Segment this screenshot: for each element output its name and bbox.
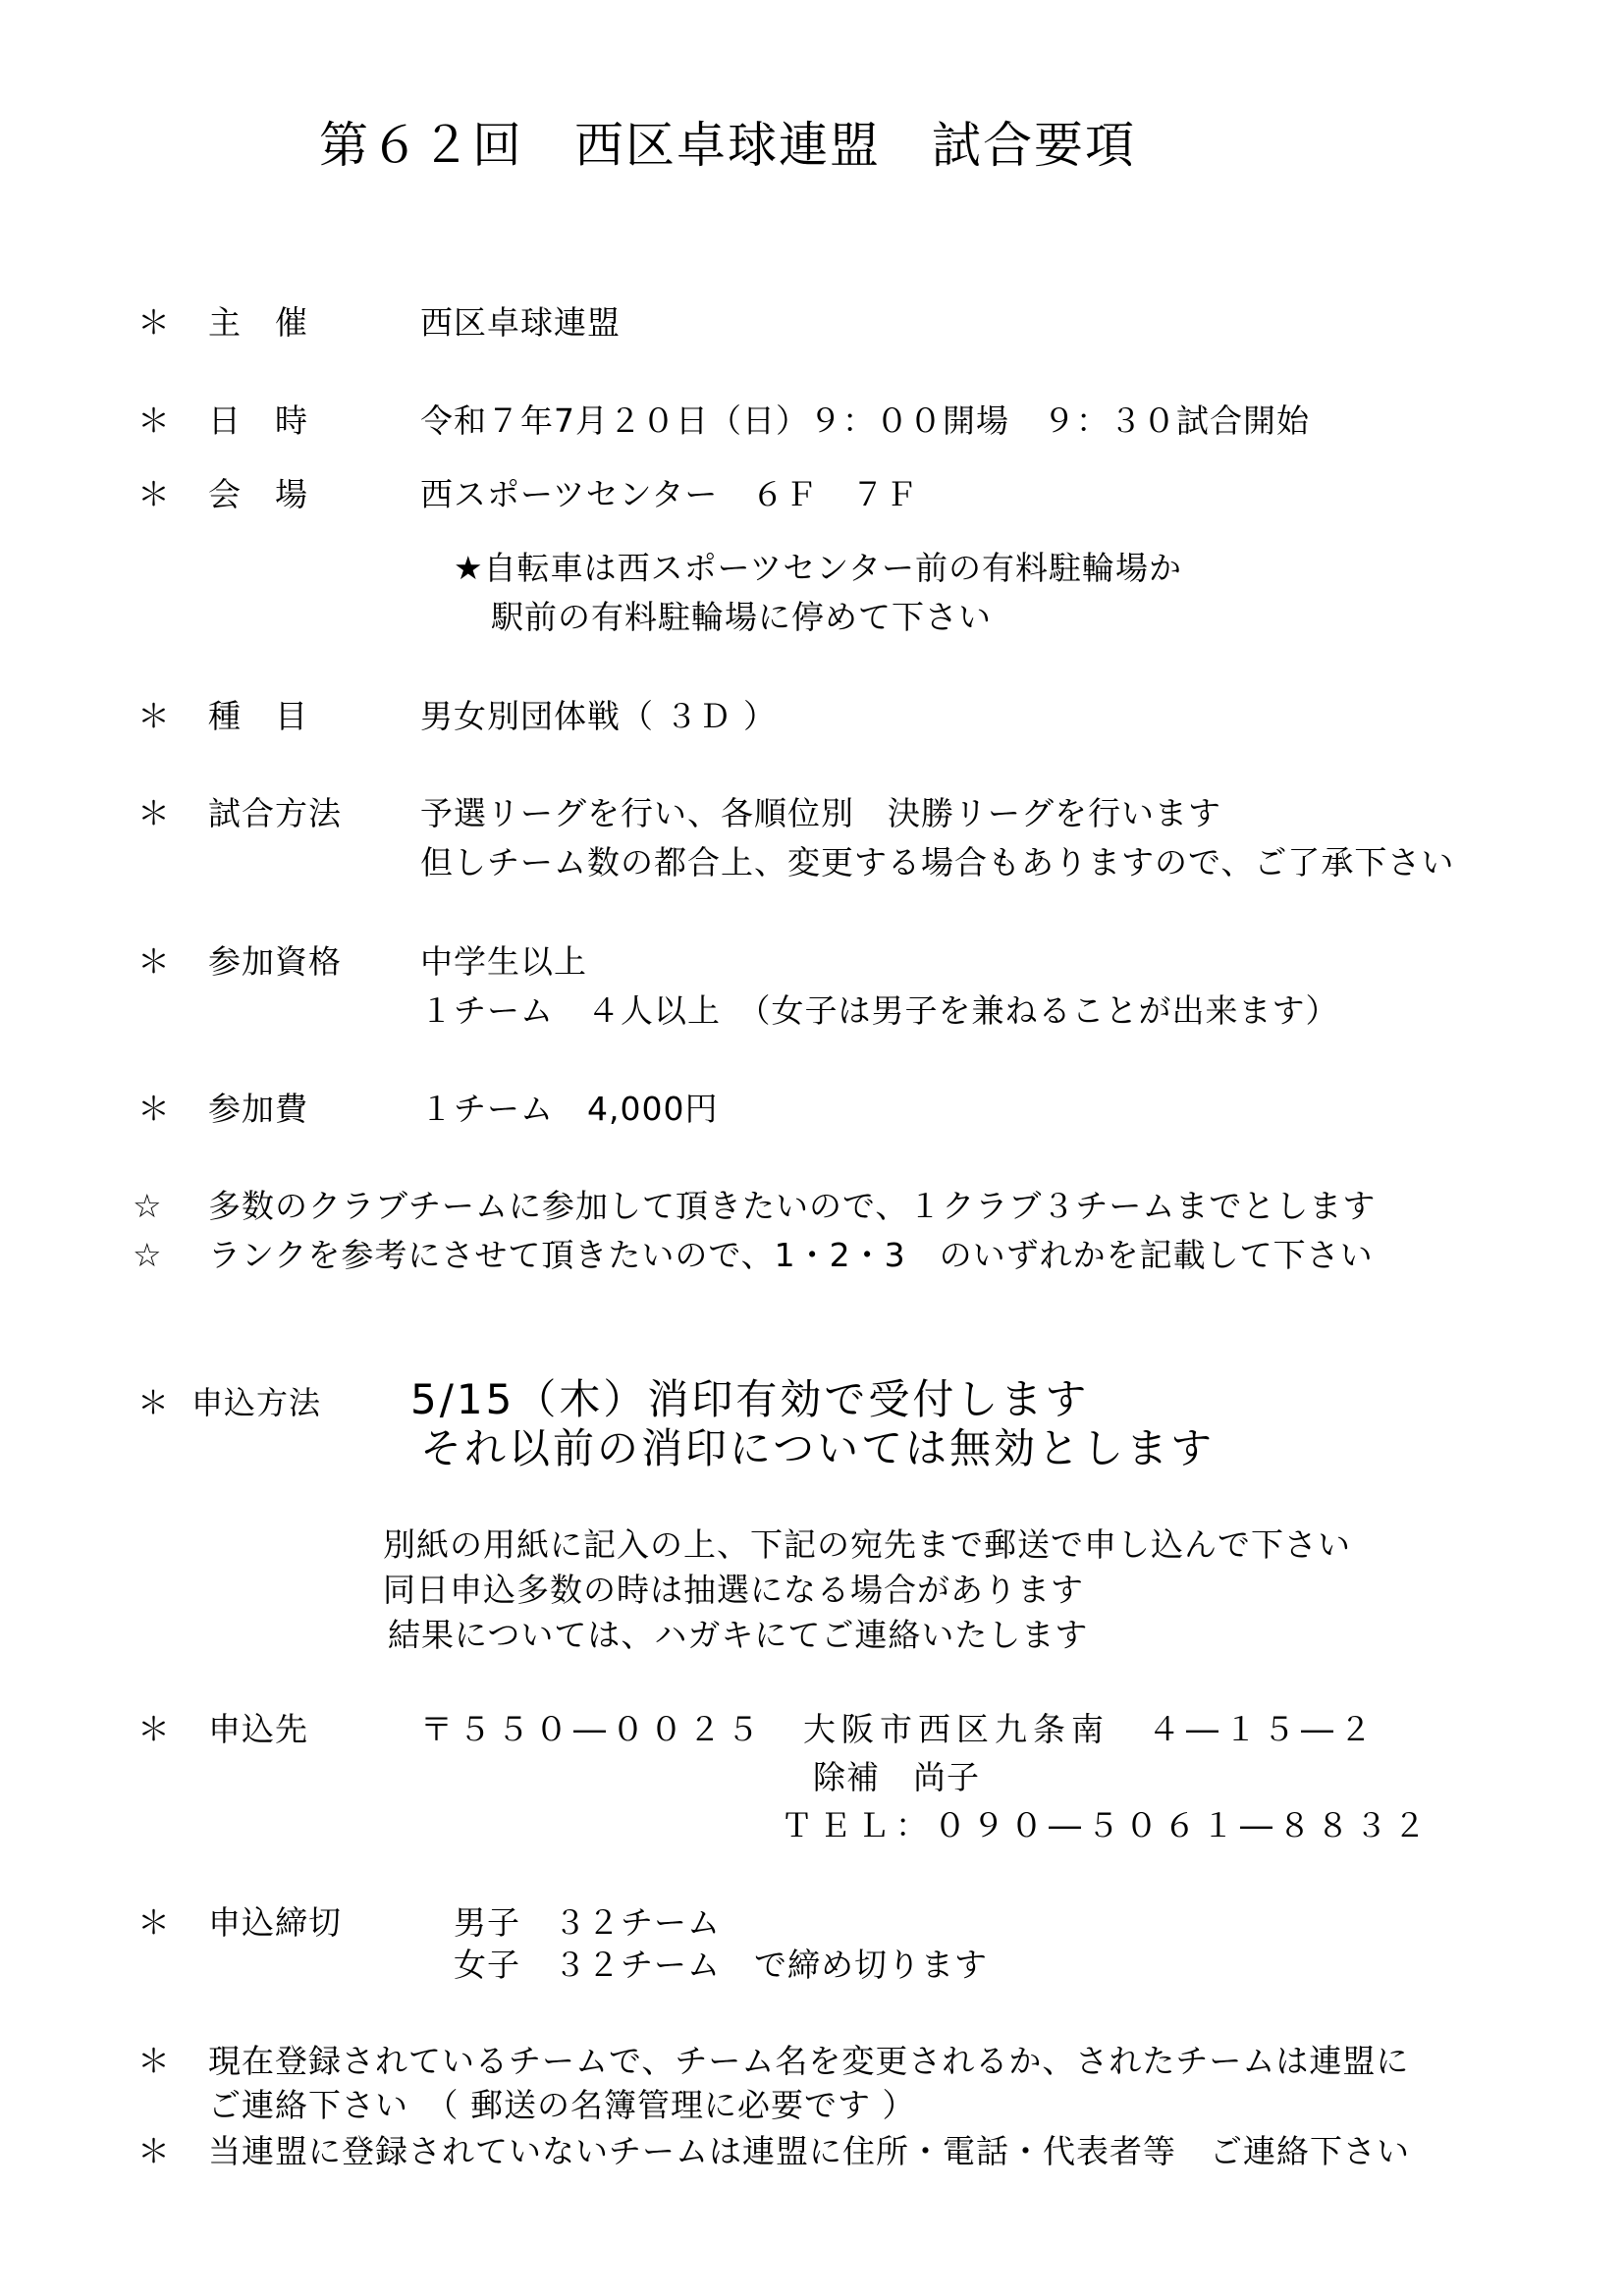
page-title: 第６２回 西区卓球連盟 試合要項 [319,117,1136,174]
fee-value: １チーム 4,000円 [420,1090,719,1128]
event-label: 種 目 [208,697,308,735]
footer-note-1-line-2: ご連絡下さい （ 郵送の名簿管理に必要です ） [208,2086,916,2124]
footer-note-2-bullet: ＊ [137,2132,171,2170]
eligibility-line-1: 中学生以上 [420,942,587,981]
organizer-label: 主 催 [208,303,308,342]
destination-address: 〒５５０―００２５ 大阪市西区九条南 ４―１５―２ [420,1710,1378,1748]
eligibility-bullet: ＊ [137,942,171,981]
deadline-bullet: ＊ [137,1903,171,1942]
deadline-line-women: 女子 ３２チーム で締め切ります [454,1946,988,1984]
event-bullet: ＊ [137,697,171,735]
star-note-1-text: 多数のクラブチームに参加して頂きたいので、１クラブ３チームまでとします [208,1187,1377,1225]
star-note-2-text: ランクを参考にさせて頂きたいので、1・2・3 のいずれかを記載して下さい [208,1236,1374,1274]
datetime-bullet: ＊ [137,401,171,440]
event-value: 男女別団体戦（ ３Ｄ ） [420,697,777,735]
venue-value: 西スポーツセンター ６Ｆ ７Ｆ [420,475,919,513]
star-note-1-bullet: ☆ [133,1187,163,1225]
venue-note-bicycle: ★自転車は西スポーツセンター前の有料駐輪場か [454,549,1182,587]
datetime-label: 日 時 [208,401,308,440]
eligibility-line-2: １チーム ４人以上 （女子は男子を兼ねることが出来ます） [420,991,1339,1030]
eligibility-label: 参加資格 [208,942,342,981]
organizer-bullet: ＊ [137,303,171,342]
venue-label: 会 場 [208,475,308,513]
destination-name: 除補 尚子 [813,1758,980,1796]
application-headline-1: 5/15（木）消印有効で受付します [410,1375,1090,1423]
footer-note-1-line-1: 現在登録されているチームで、チーム名を変更されるか、されたチームは連盟に [208,2042,1410,2080]
application-bullet: ＊ [137,1384,171,1421]
star-note-2-bullet: ☆ [133,1236,163,1274]
deadline-label: 申込締切 [208,1903,342,1942]
destination-label: 申込先 [208,1710,308,1748]
application-detail-2: 同日申込多数の時は抽選になる場合があります [383,1571,1084,1609]
destination-tel: ＴＥＬ：０９０―５０６１―８８３２ [781,1806,1432,1844]
method-bullet: ＊ [137,794,171,832]
datetime-value: 令和７年7月２０日（日）９：００開場 ９：３０試合開始 [420,401,1310,440]
application-detail-1: 別紙の用紙に記入の上、下記の宛先まで郵送で申し込んで下さい [383,1525,1351,1564]
application-headline-2: それ以前の消印については無効とします [420,1424,1216,1472]
destination-bullet: ＊ [137,1710,171,1748]
footer-note-1-bullet: ＊ [137,2042,171,2080]
organizer-value: 西区卓球連盟 [420,303,621,342]
footer-note-2-line-1: 当連盟に登録されていないチームは連盟に住所・電話・代表者等 ご連絡下さい [208,2132,1410,2170]
venue-bullet: ＊ [137,475,171,513]
application-detail-3: 結果については、ハガキにてご連絡いたします [388,1616,1089,1654]
deadline-line-men: 男子 ３２チーム [454,1903,721,1942]
fee-label: 参加費 [208,1090,308,1128]
venue-note-station: 駅前の有料駐輪場に停めて下さい [491,598,992,636]
method-line-2: 但しチーム数の都合上、変更する場合もありますので、ご了承下さい [420,843,1455,881]
method-label: 試合方法 [208,794,342,832]
application-label: 申込方法 [191,1384,322,1421]
fee-bullet: ＊ [137,1090,171,1128]
method-line-1: 予選リーグを行い、各順位別 決勝リーグを行います [420,794,1221,832]
